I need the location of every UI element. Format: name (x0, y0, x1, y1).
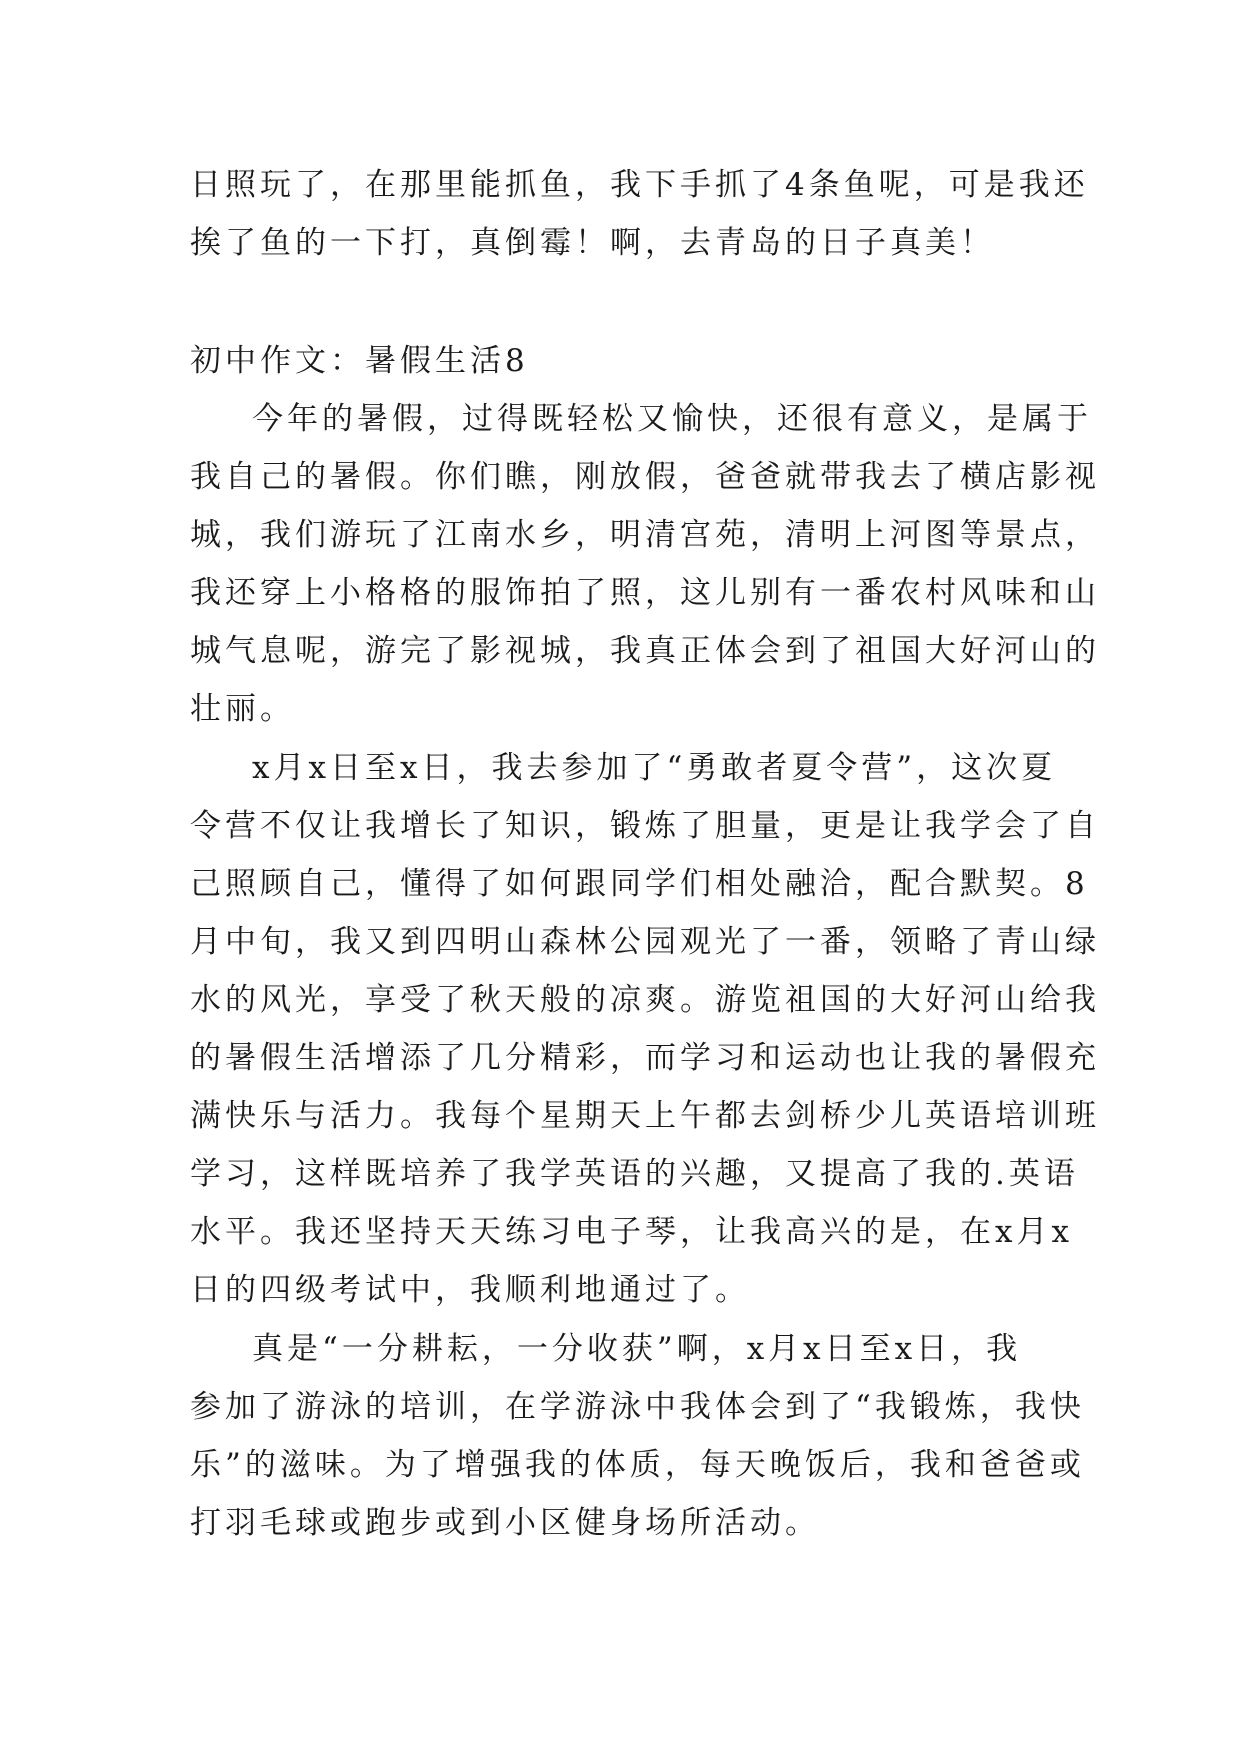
paragraph-line: 的暑假生活增添了几分精彩，而学习和运动也让我的暑假充 (190, 1040, 1100, 1076)
paragraph-line: 今年的暑假，过得既轻松又愉快，还很有意义，是属于 (252, 401, 1092, 437)
paragraph-line: 壮丽。 (190, 691, 295, 727)
paragraph-line: x月x日至x日，我去参加了“勇敢者夏令营”，这次夏 (252, 750, 1057, 786)
paragraph-line: 城，我们游玩了江南水乡，明清宫苑，清明上河图等景点， (190, 517, 1100, 553)
paragraph-line: 水的风光，享受了秋天般的凉爽。游览祖国的大好河山给我 (190, 982, 1100, 1018)
paragraph-line: 我还穿上小格格的服饰拍了照，这儿别有一番农村风味和山 (190, 575, 1100, 611)
text-line: 挨了鱼的一下打，真倒霉！啊，去青岛的日子真美！ (190, 225, 995, 261)
paragraph-line: 学习，这样既培养了我学英语的兴趣，又提高了我的.英语 (190, 1156, 1079, 1192)
paragraph-line: 参加了游泳的培训，在学游泳中我体会到了“我锻炼，我快 (190, 1389, 1085, 1425)
paragraph-line: 城气息呢，游完了影视城，我真正体会到了祖国大好河山的 (190, 633, 1100, 669)
paragraph-line: 月中旬，我又到四明山森林公园观光了一番，领略了青山绿 (190, 924, 1100, 960)
paragraph-line: 乐”的滋味。为了增强我的体质，每天晚饭后，我和爸爸或 (190, 1447, 1085, 1483)
section-heading: 初中作文：暑假生活8 (190, 343, 529, 379)
paragraph-line: 水平。我还坚持天天练习电子琴，让我高兴的是，在x月x (190, 1214, 1073, 1250)
paragraph-line: 满快乐与活力。我每个星期天上午都去剑桥少儿英语培训班 (190, 1098, 1100, 1134)
text-line: 日照玩了，在那里能抓鱼，我下手抓了4条鱼呢，可是我还 (190, 167, 1089, 203)
paragraph-line: 日的四级考试中，我顺利地通过了。 (190, 1272, 750, 1308)
paragraph-line: 打羽毛球或跑步或到小区健身场所活动。 (190, 1505, 820, 1541)
paragraph-line: 令营不仅让我增长了知识，锻炼了胆量，更是让我学会了自 (190, 808, 1100, 844)
paragraph-line: 己照顾自己，懂得了如何跟同学们相处融洽，配合默契。8 (190, 866, 1089, 902)
paragraph-line: 我自己的暑假。你们瞧，刚放假，爸爸就带我去了横店影视 (190, 459, 1100, 495)
paragraph-line: 真是“一分耕耘，一分收获”啊，x月x日至x日，我 (252, 1331, 1022, 1367)
